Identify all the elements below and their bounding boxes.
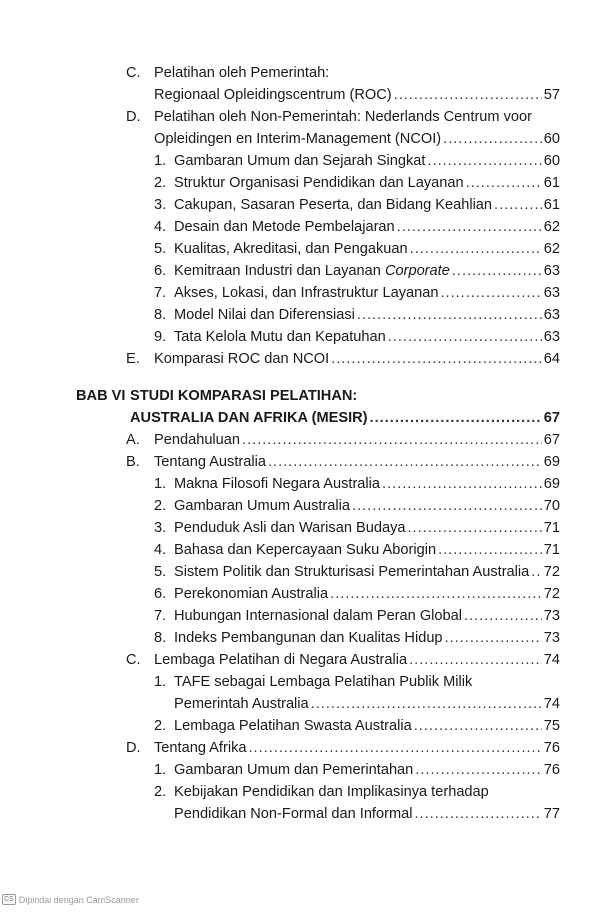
toc-entry-line[interactable] <box>154 348 560 370</box>
toc-entry-line[interactable] <box>174 583 560 605</box>
toc-entry-label: 7. <box>154 285 167 301</box>
toc-entry-label: C. <box>126 652 141 668</box>
toc-entry-label: 2. <box>154 784 167 800</box>
toc-entry-title: Penduduk Asli dan Warisan Budaya <box>174 520 406 536</box>
toc-entry-title: Bahasa dan Kepercayaan Suku Aborigin <box>174 542 437 558</box>
toc-dot-leader <box>409 649 542 671</box>
toc-page-number: 75 <box>543 718 560 734</box>
toc-entry-label: A. <box>126 432 140 448</box>
toc-dot-leader <box>388 326 542 348</box>
toc-page-number: 62 <box>543 241 560 257</box>
toc-dot-leader <box>249 737 542 759</box>
toc-entry-label: C. <box>126 65 141 81</box>
toc-dot-leader <box>531 561 541 583</box>
toc-dot-leader <box>352 495 542 517</box>
toc-entry-line[interactable] <box>174 194 560 216</box>
toc-page-number: 60 <box>543 131 560 147</box>
toc-entry-label: 2. <box>154 718 167 734</box>
toc-entry-line[interactable] <box>174 326 560 348</box>
toc-entry-title: Indeks Pembangunan dan Kualitas Hidup <box>174 630 443 646</box>
toc-dot-leader <box>330 583 542 605</box>
toc-entry-title: Kualitas, Akreditasi, dan Pengakuan <box>174 241 408 257</box>
toc-entry-title: Kemitraan Industri dan Layanan Corporate <box>174 263 450 279</box>
toc-dot-leader <box>370 407 542 429</box>
toc-page-number: 63 <box>543 329 560 345</box>
toc-entry-label: 4. <box>154 542 167 558</box>
toc-entry-line[interactable] <box>174 539 560 561</box>
toc-entry-line[interactable] <box>174 238 560 260</box>
toc-dot-leader <box>242 429 542 451</box>
toc-entry-title: Komparasi ROC dan NCOI <box>154 351 330 367</box>
toc-entry-title: Pendahuluan <box>154 432 241 448</box>
toc-entry-line[interactable] <box>174 693 560 715</box>
toc-dot-leader <box>466 172 542 194</box>
toc-page-number: 63 <box>543 263 560 279</box>
toc-entry-title: Gambaran Umum Australia <box>174 498 351 514</box>
toc-entry-line[interactable] <box>174 282 560 304</box>
toc-entry-label: B. <box>126 454 140 470</box>
toc-page-number: 73 <box>543 608 560 624</box>
toc-page-number: 71 <box>543 542 560 558</box>
toc-entry-title: Sistem Politik dan Strukturisasi Pemerintahan Australia <box>174 564 530 580</box>
toc-entry-label: 1. <box>154 476 167 492</box>
toc-page-number: 69 <box>543 454 560 470</box>
toc-entry-line[interactable] <box>154 84 560 106</box>
toc-entry-label: 1. <box>154 674 167 690</box>
toc-entry-title: Tentang Afrika <box>154 740 247 756</box>
toc-dot-leader <box>427 150 541 172</box>
toc-entry-title: Pelatihan oleh Non-Pemerintah: Nederlands Centrum voor <box>154 109 533 125</box>
toc-entry-title: Pemerintah Australia <box>174 696 309 712</box>
toc-entry-line[interactable] <box>154 62 560 84</box>
watermark-text: Dipindai dengan CamScanner <box>18 894 139 905</box>
scanner-watermark <box>2 894 139 905</box>
toc-entry-label: 2. <box>154 175 167 191</box>
toc-entry-title: Lembaga Pelatihan di Negara Australia <box>154 652 408 668</box>
toc-entry-line[interactable] <box>154 649 560 671</box>
toc-page-number: 69 <box>543 476 560 492</box>
toc-entry-label: 8. <box>154 630 167 646</box>
toc-dot-leader <box>445 627 542 649</box>
toc-dot-leader <box>443 128 542 150</box>
toc-entry-line[interactable] <box>174 715 560 737</box>
toc-entry-line[interactable] <box>174 172 560 194</box>
toc-entry-title: Makna Filosofi Negara Australia <box>174 476 381 492</box>
toc-entry-line[interactable] <box>154 128 560 150</box>
toc-page-number: 74 <box>543 696 560 712</box>
toc-entry-line[interactable] <box>154 106 560 128</box>
toc-page-number: 71 <box>543 520 560 536</box>
toc-page-number: 70 <box>543 498 560 514</box>
toc-page-number: 63 <box>543 285 560 301</box>
toc-page-number: 74 <box>543 652 560 668</box>
toc-entry-line[interactable] <box>174 517 560 539</box>
toc-entry-title: Opleidingen en Interim-Management (NCOI) <box>154 131 442 147</box>
toc-dot-leader <box>438 539 542 561</box>
toc-entry-label: 1. <box>154 153 167 169</box>
toc-dot-leader <box>414 803 541 825</box>
toc-entry-title: Gambaran Umum dan Sejarah Singkat <box>174 153 426 169</box>
toc-entry-line[interactable] <box>174 561 560 583</box>
toc-dot-leader <box>397 216 542 238</box>
toc-entry-label: 1. <box>154 762 167 778</box>
toc-entry-title: Akses, Lokasi, dan Infrastruktur Layanan <box>174 285 439 301</box>
toc-page-number: 64 <box>543 351 560 367</box>
toc-entry-label: 9. <box>154 329 167 345</box>
toc-dot-leader <box>407 517 541 539</box>
toc-entry-title: Model Nilai dan Diferensiasi <box>174 307 355 323</box>
toc-entry-label: BAB VI <box>76 388 126 404</box>
toc-entry-title: AUSTRALIA DAN AFRIKA (MESIR) <box>130 410 368 426</box>
toc-page-number: 67 <box>543 410 560 426</box>
toc-page-number: 76 <box>543 762 560 778</box>
toc-entry-line[interactable] <box>174 627 560 649</box>
toc-entry-title: Lembaga Pelatihan Swasta Australia <box>174 718 412 734</box>
toc-entry-line[interactable] <box>154 451 560 473</box>
toc-entry-title: Perekonomian Australia <box>174 586 329 602</box>
toc-entry-line[interactable] <box>174 781 560 803</box>
toc-entry-title: Gambaran Umum dan Pemerintahan <box>174 762 414 778</box>
toc-entry-line[interactable] <box>174 304 560 326</box>
toc-entry-title: TAFE sebagai Lembaga Pelatihan Publik Milik <box>174 674 473 690</box>
toc-entry-label: 3. <box>154 197 167 213</box>
toc-dot-leader <box>415 759 541 781</box>
toc-entry-label: E. <box>126 351 140 367</box>
toc-dot-leader <box>357 304 542 326</box>
toc-page-number: 72 <box>543 586 560 602</box>
toc-entry-label: 7. <box>154 608 167 624</box>
toc-page-number: 76 <box>543 740 560 756</box>
toc-dot-leader <box>311 693 542 715</box>
toc-page-number: 61 <box>543 175 560 191</box>
toc-entry-line[interactable] <box>174 473 560 495</box>
toc-dot-leader <box>494 194 542 216</box>
toc-entry-line[interactable] <box>174 671 560 693</box>
toc-entry-label: 5. <box>154 564 167 580</box>
toc-dot-leader <box>382 473 542 495</box>
toc-entry-title: Kebijakan Pendidikan dan Implikasinya terhadap <box>174 784 489 800</box>
toc-page-number: 57 <box>543 87 560 103</box>
toc-entry-label: D. <box>126 740 141 756</box>
toc-entry-label: 3. <box>154 520 167 536</box>
toc-entry-line[interactable] <box>174 495 560 517</box>
toc-entry-title: Tata Kelola Mutu dan Kepatuhan <box>174 329 386 345</box>
toc-entry-line[interactable] <box>154 429 560 451</box>
toc-entry-line[interactable] <box>174 150 560 172</box>
toc-entry-label: 8. <box>154 307 167 323</box>
toc-entry-line[interactable] <box>174 260 560 282</box>
toc-entry-label: 5. <box>154 241 167 257</box>
toc-entry-line[interactable] <box>174 605 560 627</box>
toc-entry-line[interactable] <box>130 385 560 407</box>
toc-entry-label: D. <box>126 109 141 125</box>
toc-dot-leader <box>331 348 542 370</box>
toc-dot-leader <box>440 282 541 304</box>
toc-dot-leader <box>414 715 542 737</box>
toc-entry-label: 6. <box>154 263 167 279</box>
toc-dot-leader <box>394 84 542 106</box>
toc-entry-title: Struktur Organisasi Pendidikan dan Layanan <box>174 175 464 191</box>
toc-entry-title: Tentang Australia <box>154 454 266 470</box>
toc-entry-title: Desain dan Metode Pembelajaran <box>174 219 395 235</box>
toc-entry-title: Regionaal Opleidingscentrum (ROC) <box>154 87 392 103</box>
toc-dot-leader <box>410 238 542 260</box>
toc-page-number: 73 <box>543 630 560 646</box>
toc-entry-label: 2. <box>154 498 167 514</box>
toc-entry-title-italic: Corporate <box>384 263 450 279</box>
toc-page-number: 77 <box>543 806 560 822</box>
toc-entry-title: Hubungan Internasional dalam Peran Global <box>174 608 463 624</box>
toc-page-number: 61 <box>543 197 560 213</box>
toc-entry-title: STUDI KOMPARASI PELATIHAN: <box>130 388 358 404</box>
toc-page-number: 62 <box>543 219 560 235</box>
toc-entry-title: Pendidikan Non-Formal dan Informal <box>174 806 413 822</box>
toc-page-number: 72 <box>543 564 560 580</box>
toc-entry-line[interactable] <box>174 803 560 825</box>
toc-entry-title: Pelatihan oleh Pemerintah: <box>154 65 330 81</box>
toc-page-number: 67 <box>543 432 560 448</box>
toc-page-number: 63 <box>543 307 560 323</box>
toc-entry-line[interactable] <box>174 216 560 238</box>
toc-entry-line[interactable] <box>174 759 560 781</box>
toc-entry-line[interactable] <box>130 407 560 429</box>
toc-dot-leader <box>268 451 542 473</box>
toc-entry-label: 6. <box>154 586 167 602</box>
toc-entry-label: 4. <box>154 219 167 235</box>
toc-dot-leader <box>464 605 542 627</box>
camscanner-logo-icon: CS <box>4 896 14 903</box>
toc-entry-title: Cakupan, Sasaran Peserta, dan Bidang Keahlian <box>174 197 493 213</box>
toc-dot-leader <box>452 260 542 282</box>
toc-entry-line[interactable] <box>154 737 560 759</box>
toc-page-number: 60 <box>543 153 560 169</box>
